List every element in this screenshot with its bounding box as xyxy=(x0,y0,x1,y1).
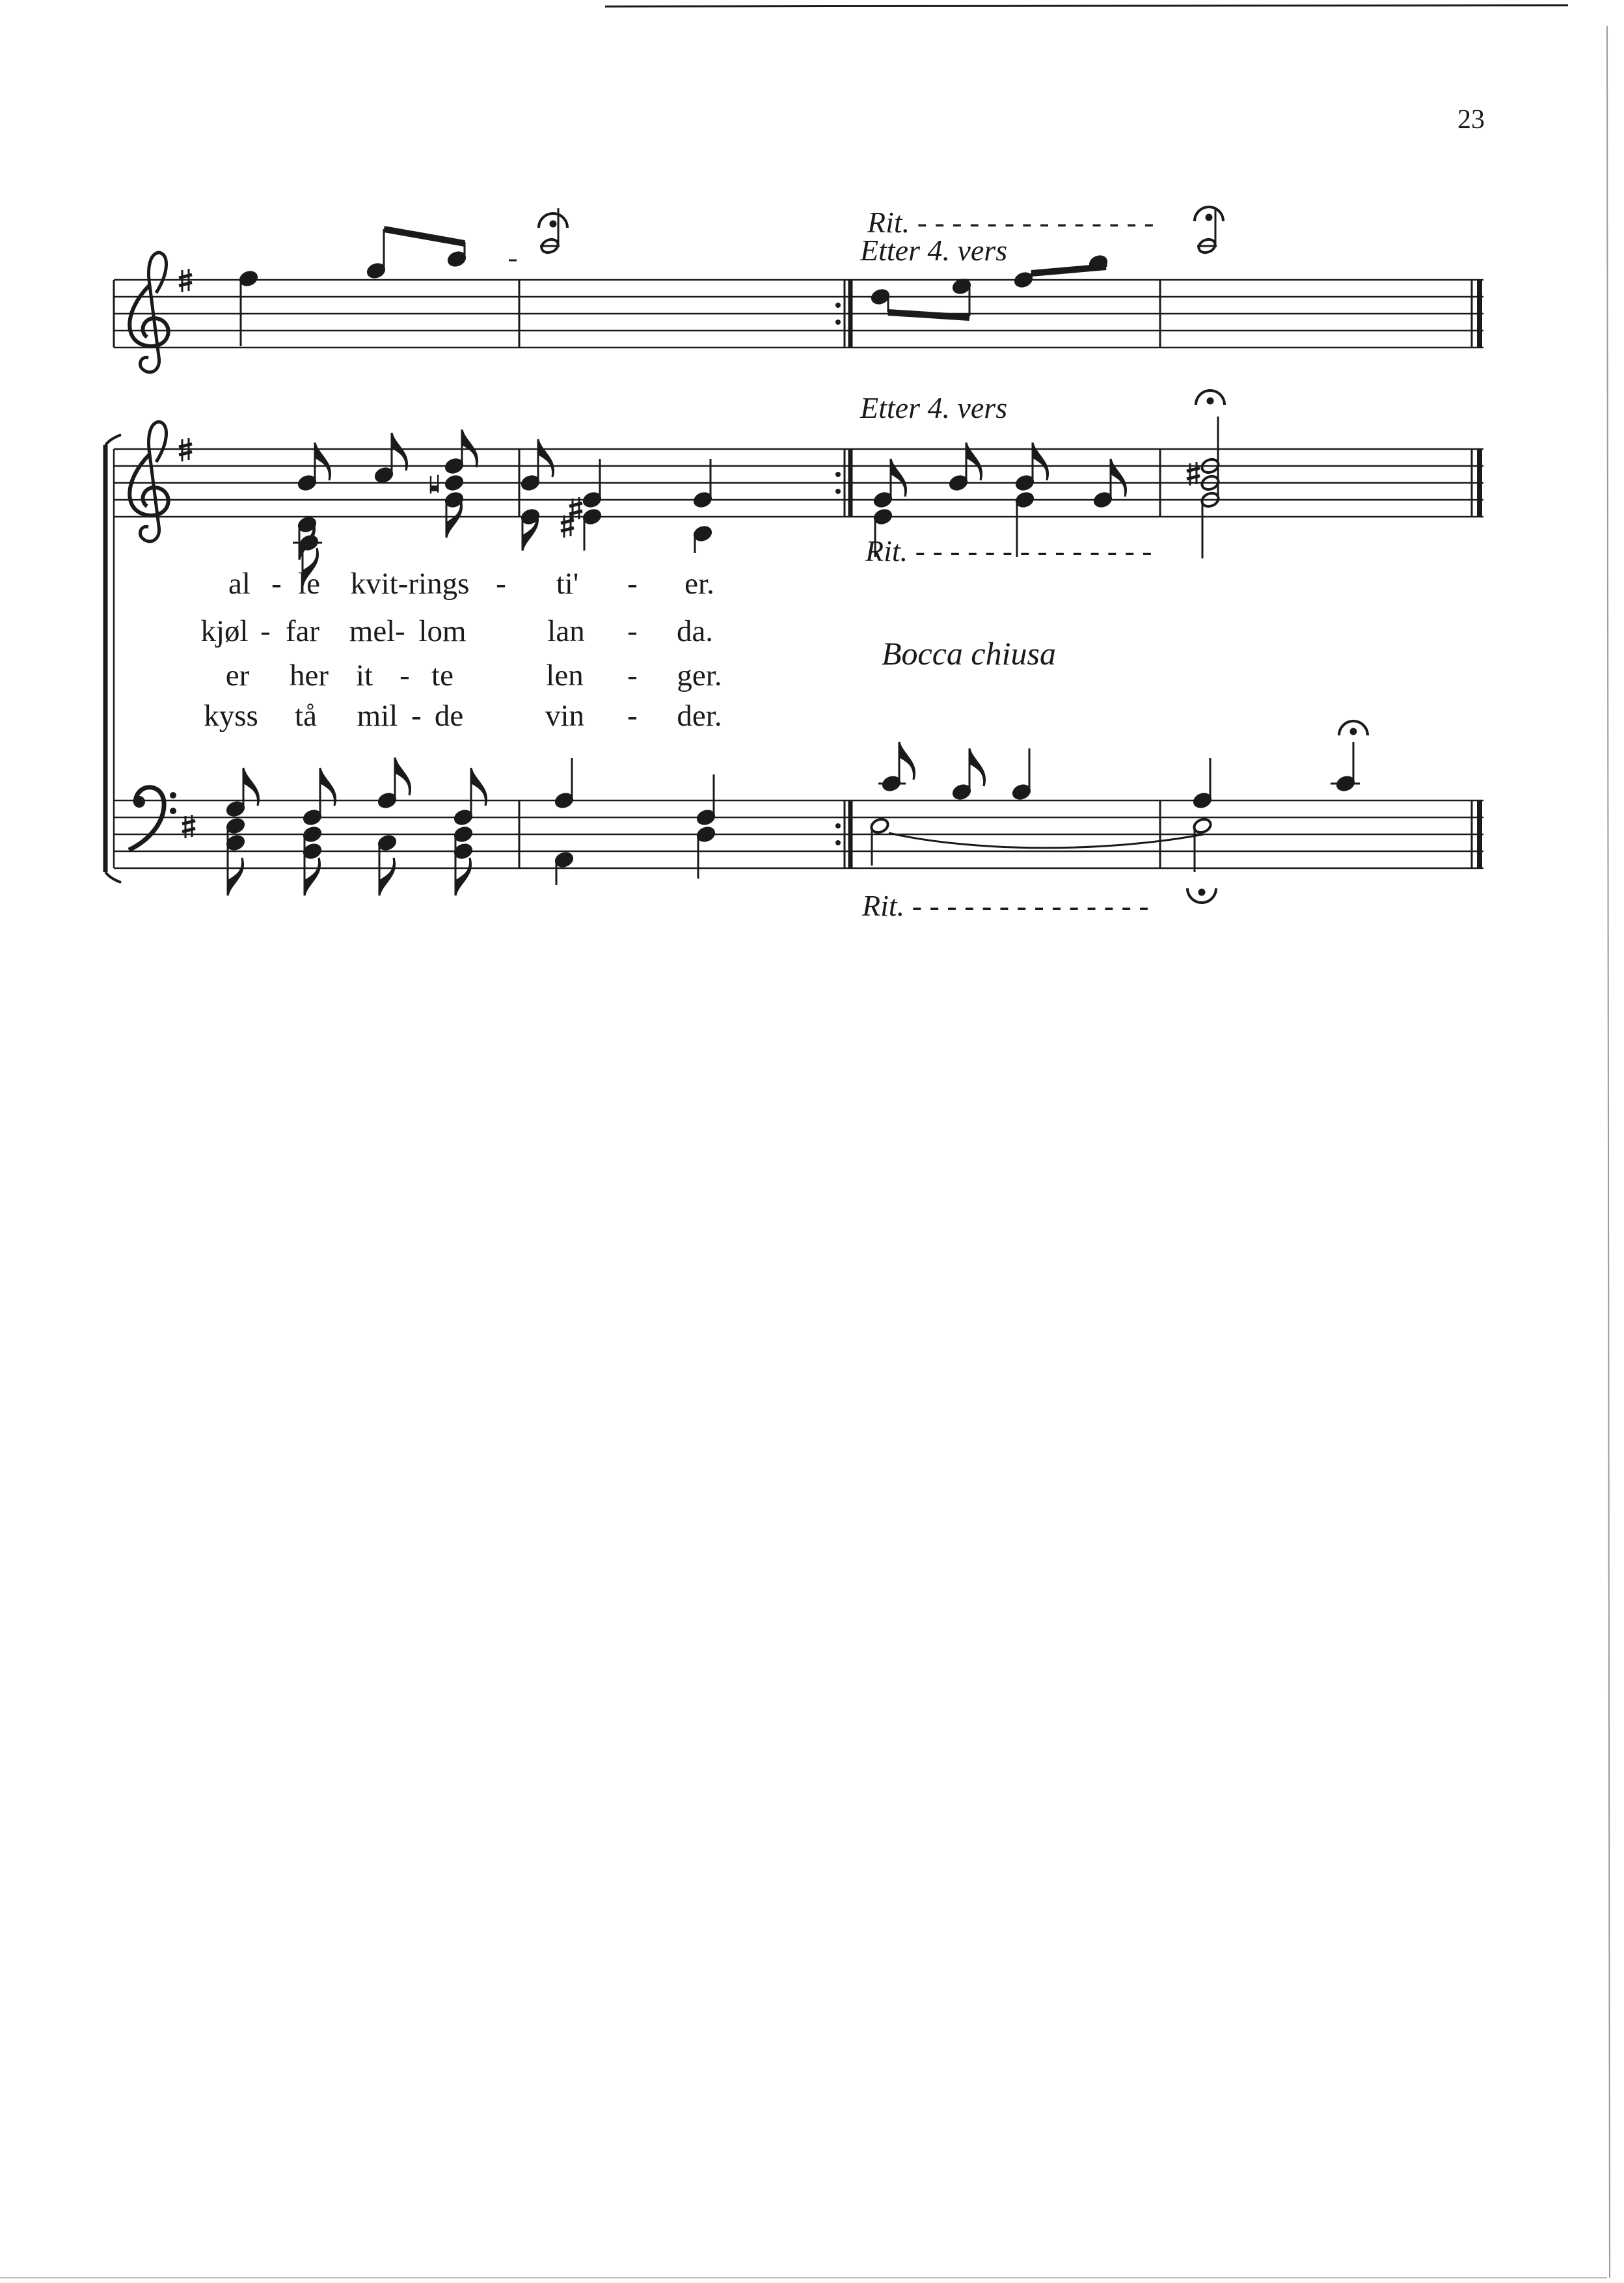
lyric-syllable: er xyxy=(225,659,250,692)
rit-dashes: - - - - - - - - - - - - - - xyxy=(912,889,1149,922)
lyric-syllable: der. xyxy=(677,699,722,733)
lyric-verse-2 xyxy=(0,614,781,653)
lyric-syllable: ger. xyxy=(677,659,722,692)
lyric-syllable: le xyxy=(298,567,320,601)
lyric-verse-3 xyxy=(0,658,781,697)
lyric-syllable: da. xyxy=(676,614,714,648)
lyric-verse-1 xyxy=(0,566,781,605)
lyric-syllable: far xyxy=(285,614,320,648)
lyric-syllable: mil xyxy=(357,699,398,733)
lyric-syllable: er. xyxy=(684,567,714,601)
after-verse-choir: Etter 4. vers xyxy=(860,391,1008,424)
rit-dashes: - - - - - - - - - - - - - - xyxy=(917,206,1154,239)
lyric-syllable: al xyxy=(228,567,250,601)
treble-clef-icon xyxy=(129,253,168,372)
lyric-syllable: len xyxy=(546,659,584,692)
lyric-syllable: tå xyxy=(295,699,317,733)
lyric-syllable: kjøl xyxy=(200,614,249,648)
lyric-syllable: lom xyxy=(418,614,467,648)
lyric-syllable: lan xyxy=(547,614,585,648)
lyric-hyphen: - xyxy=(399,659,410,692)
lyric-hyphen: - xyxy=(627,699,638,733)
repeat-dots xyxy=(835,303,841,845)
rit-dashes: - - - - - - - - - - - - - - xyxy=(915,534,1152,567)
solo-staff xyxy=(114,280,1483,348)
lyric-syllable: kvit-rings xyxy=(350,567,470,601)
bass-clef-icon xyxy=(129,787,176,850)
bocca-chiusa-direction: Bocca chiusa xyxy=(882,635,1056,672)
lyric-syllable: kyss xyxy=(204,699,258,733)
lyric-hyphen: - xyxy=(496,567,506,601)
rit-label: Rit. xyxy=(862,889,905,922)
lyric-syllable: her xyxy=(289,659,329,692)
rit-marking-bass xyxy=(862,888,1149,923)
lyric-hyphen: - xyxy=(260,614,271,648)
lyric-syllable: vin xyxy=(545,699,585,733)
rit-label: Rit. xyxy=(865,534,908,567)
lyric-syllable: ti' xyxy=(556,567,579,601)
lyric-hyphen: - xyxy=(627,614,638,648)
lyric-verse-4 xyxy=(0,698,781,737)
rit-marking-choir xyxy=(865,534,1152,568)
lyric-syllable: de xyxy=(434,699,464,733)
lyric-hyphen: - xyxy=(271,567,282,601)
choir-bass-notes xyxy=(225,721,1368,903)
rit-label: Rit. xyxy=(867,206,910,239)
lyric-hyphen: - xyxy=(411,699,422,733)
lyric-syllable: mel xyxy=(349,614,396,648)
lyric-hyphen: - xyxy=(627,567,638,601)
lyric-hyphen: - xyxy=(395,614,405,648)
lyric-syllable: te xyxy=(431,659,453,692)
page-number: 23 xyxy=(1457,105,1485,135)
treble-clef-icon xyxy=(129,422,168,541)
lyric-hyphen: - xyxy=(627,659,638,692)
after-verse-solo: Etter 4. vers xyxy=(860,234,1008,267)
lyric-syllable: it xyxy=(355,659,373,692)
